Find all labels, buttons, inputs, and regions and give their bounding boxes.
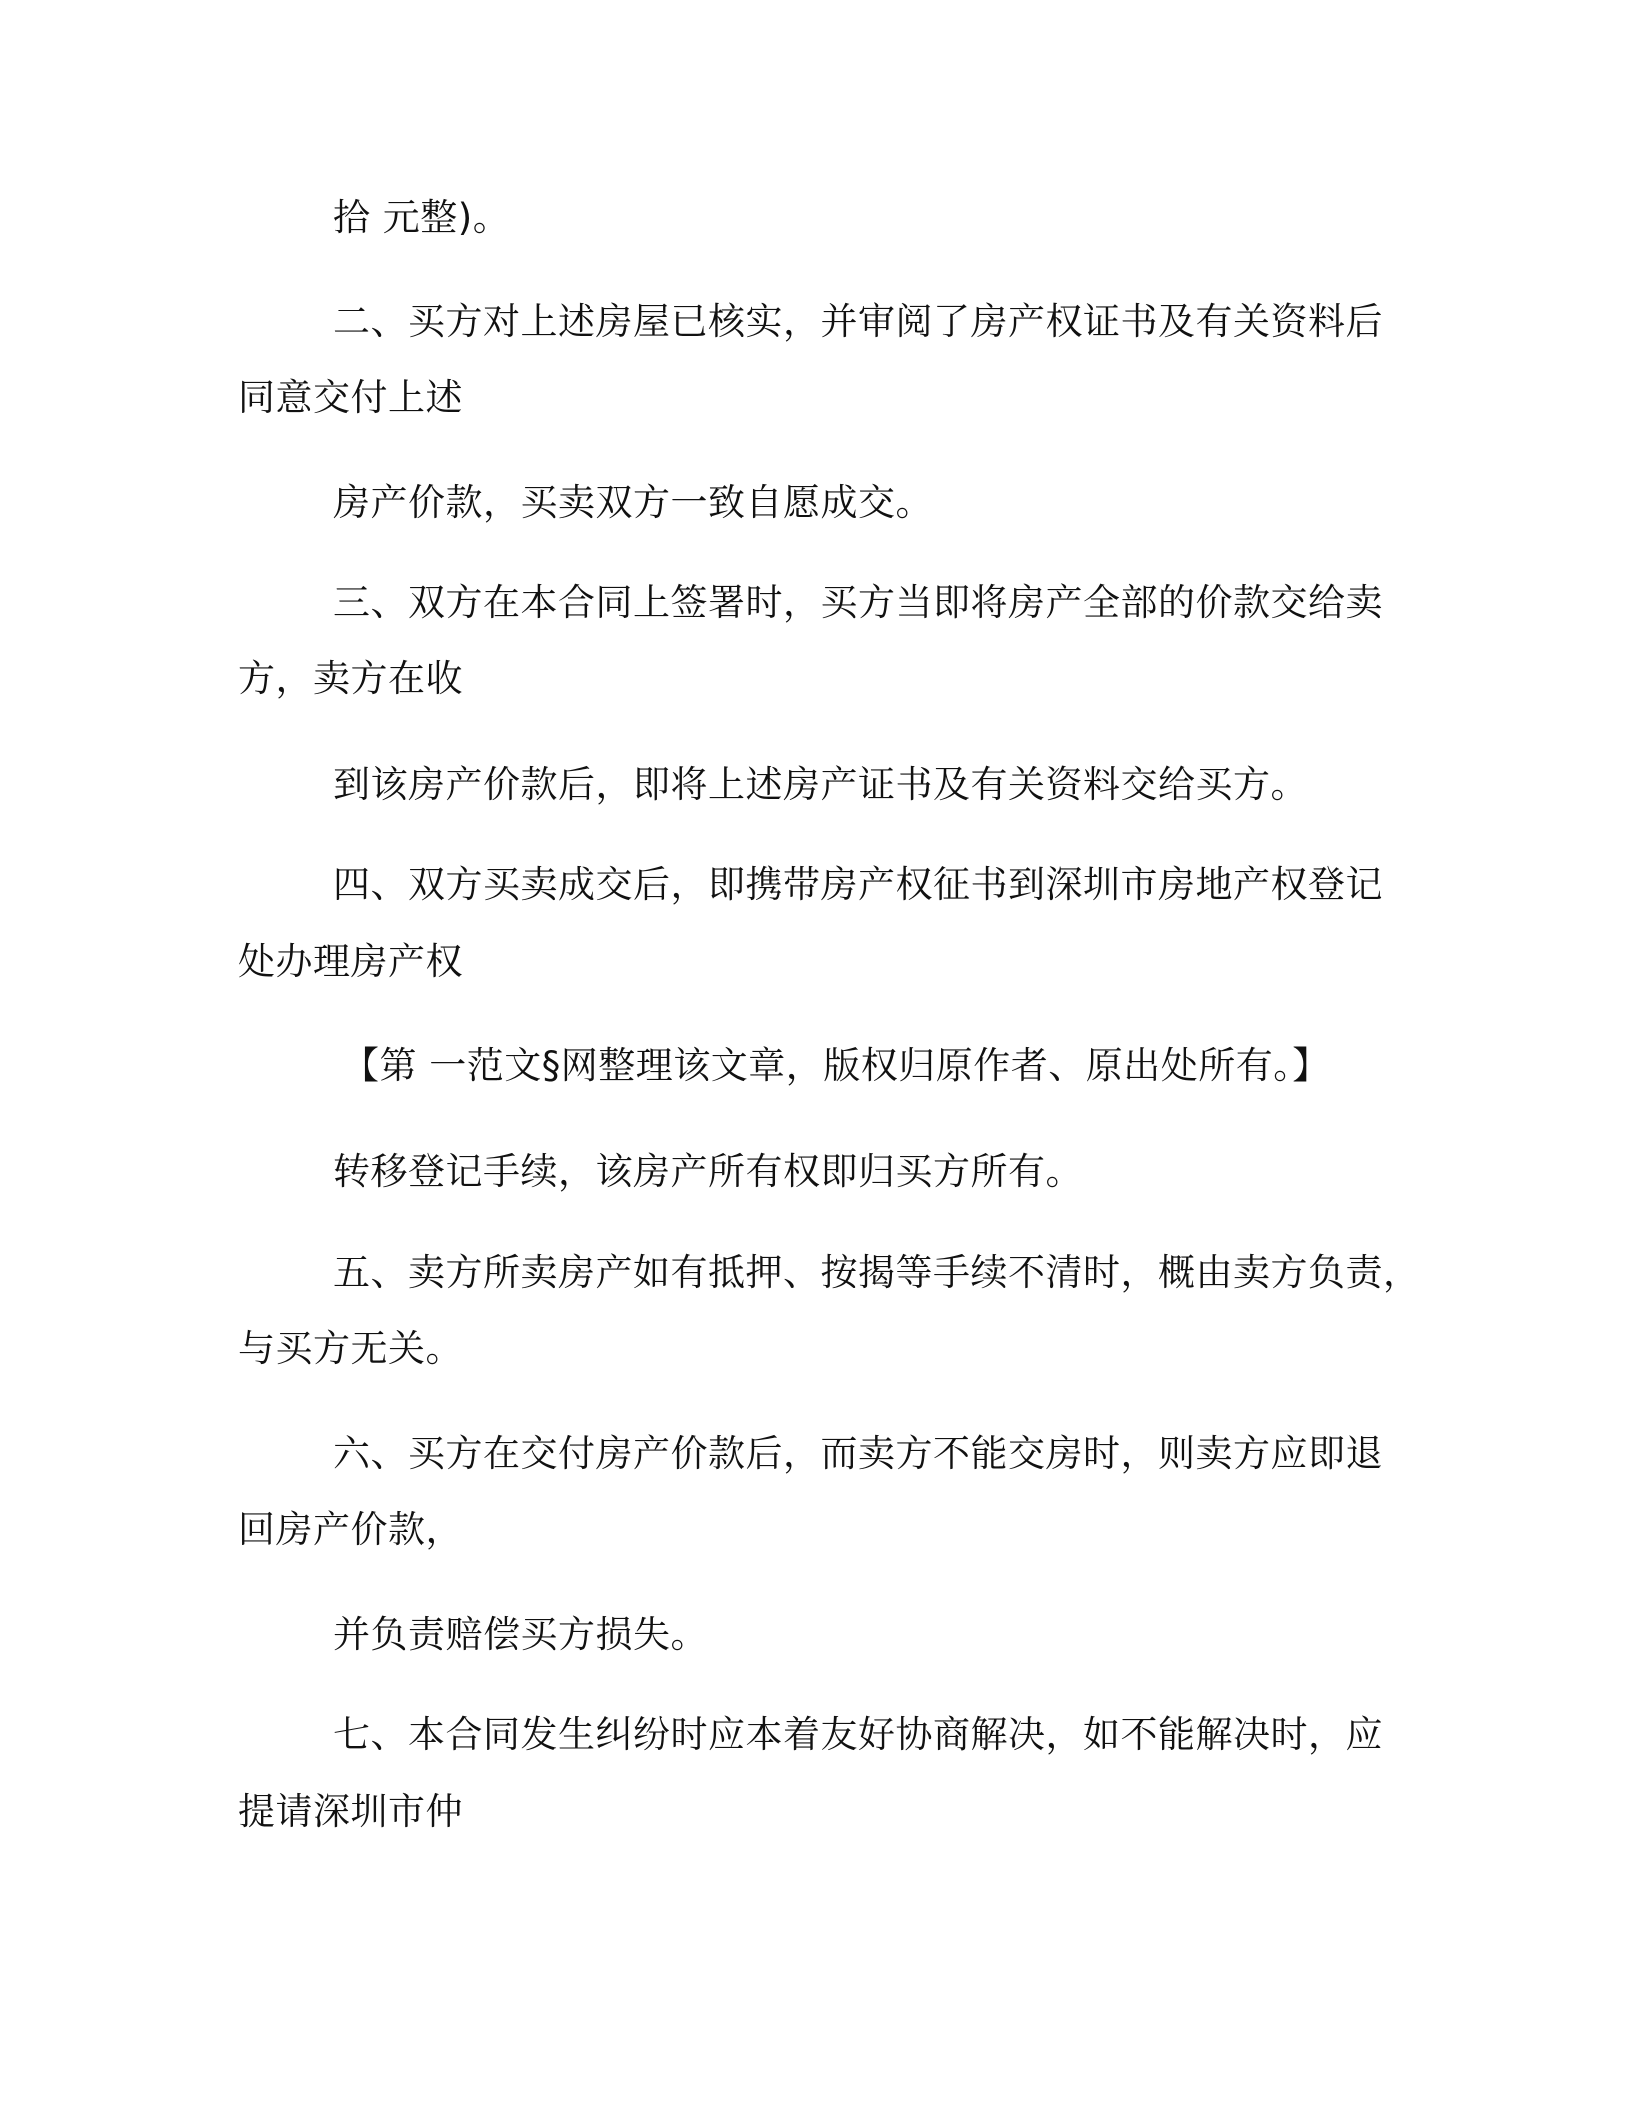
clause-2-line-2: 同意交付上述 — [238, 376, 463, 419]
clause-6-line-3: 并负责赔偿买方损失。 — [333, 1613, 708, 1656]
clause-2-line-3: 房产价款，买卖双方一致自愿成交。 — [333, 481, 933, 524]
clause-2-line-1: 二、买方对上述房屋已核实，并审阅了房产权证书及有关资料后 — [333, 300, 1383, 343]
clause-3-line-2: 方，卖方在收 — [238, 657, 463, 700]
clause-4-line-3: 转移登记手续，该房产所有权即归买方所有。 — [333, 1150, 1083, 1193]
clause-7-line-2: 提请深圳市仲 — [238, 1790, 463, 1833]
clause-3-line-1: 三、双方在本合同上签署时，买方当即将房产全部的价款交给卖 — [333, 581, 1383, 624]
clause-5-line-1: 五、卖方所卖房产如有抵押、按揭等手续不清时，概由卖方负责， — [333, 1251, 1421, 1294]
clause-5-line-2: 与买方无关。 — [238, 1327, 463, 1370]
text-line: 拾 元整)。 — [333, 196, 511, 239]
clause-6-line-2: 回房产价款， — [238, 1508, 463, 1551]
clause-7-line-1: 七、本合同发生纠纷时应本着友好协商解决，如不能解决时，应 — [333, 1713, 1383, 1756]
clause-4-line-2: 处办理房产权 — [238, 940, 463, 983]
clause-3-line-3: 到该房产价款后，即将上述房产证书及有关资料交给买方。 — [333, 763, 1308, 806]
clause-4-line-1: 四、双方买卖成交后，即携带房产权征书到深圳市房地产权登记 — [333, 863, 1383, 906]
clause-6-line-1: 六、买方在交付房产价款后，而卖方不能交房时，则卖方应即退 — [333, 1432, 1383, 1475]
copyright-note: 【第 一范文§网整理该文章，版权归原作者、原出处所有。】 — [342, 1044, 1330, 1087]
